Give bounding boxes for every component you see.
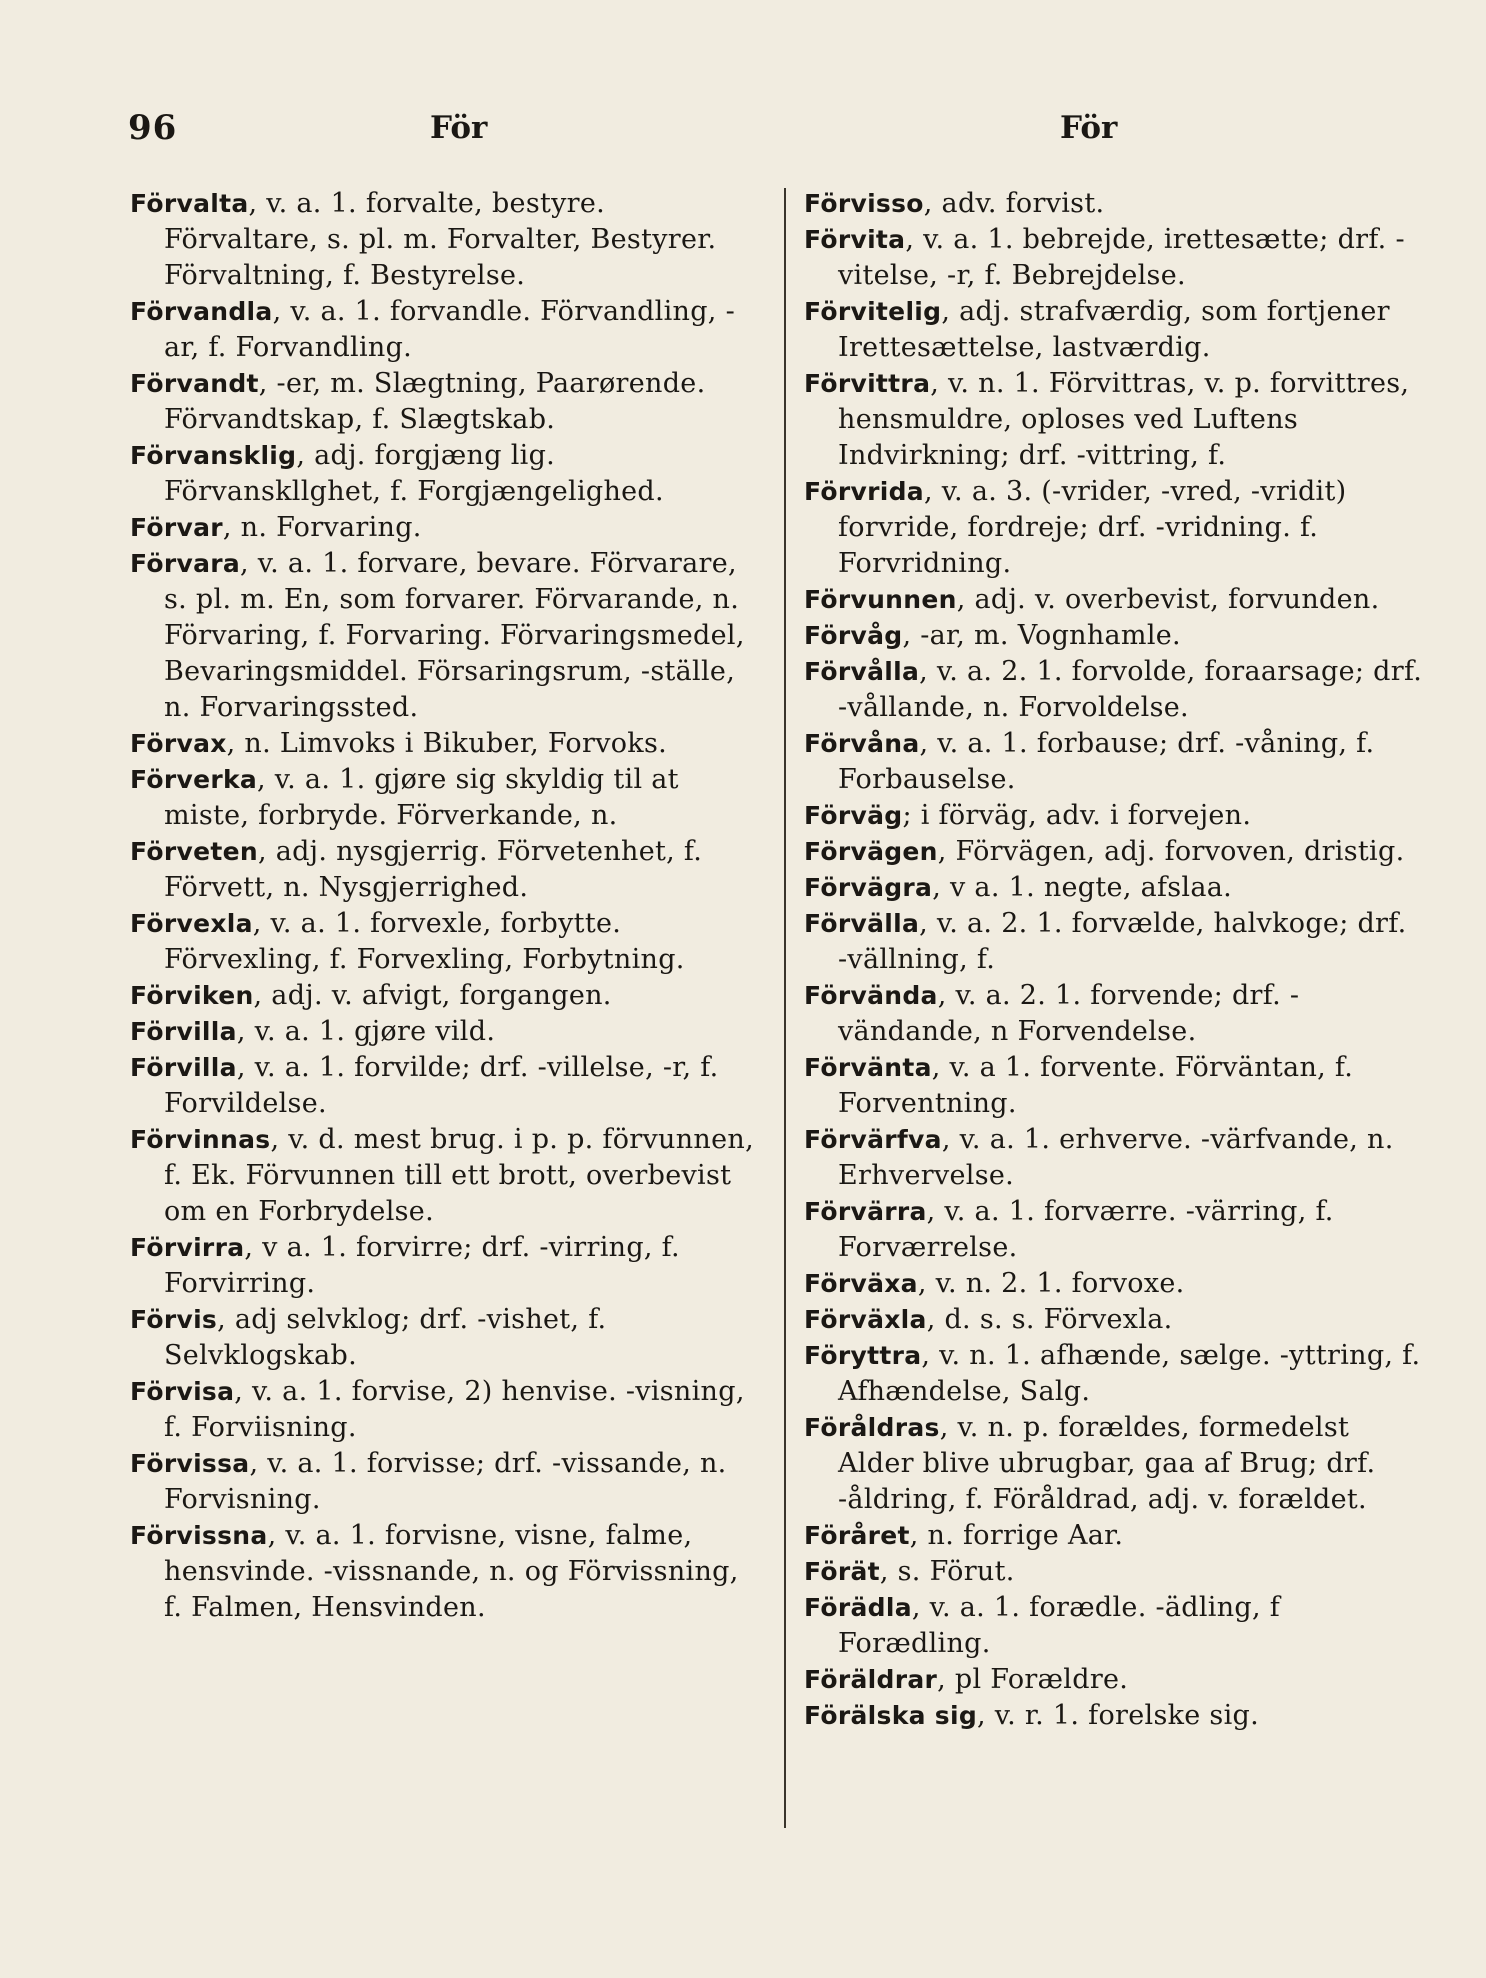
headword: Förvrida — [804, 477, 924, 506]
dictionary-entry — [804, 474, 1424, 582]
definition: , v. a. 1. forvisne, visne, falme, hensvinde. -vissnande, n. og Förvissning, f. Falmen, Hensvinden. — [164, 1520, 739, 1623]
dictionary-entry — [804, 294, 1424, 366]
definition: , v. a. 1. forvise, 2) henvise. -visning, f. Forviisning. — [164, 1376, 745, 1443]
headword: Förväxa — [804, 1269, 918, 1298]
dictionary-entry — [804, 906, 1424, 978]
dictionary-entry — [130, 834, 760, 906]
dictionary-entry — [804, 1662, 1424, 1698]
definition: , v. a. 1. bebrejde, irettesætte; drf. -vitelse, -r, f. Bebrejdelse. — [838, 224, 1405, 291]
definition: , v. a. 3. (-vrider, -vred, -vridit) forvride, fordreje; drf. -vridning. f. Forvridning. — [838, 476, 1347, 579]
definition: , v. n. 1. Förvittras, v. p. forvittres, hensmuldre, oploses ved Luftens Indvirkning; drf. -vittring, f. — [838, 368, 1410, 471]
headword: Förvälla — [804, 909, 920, 938]
headword: Förvax — [130, 729, 227, 758]
headword: Förvärfva — [804, 1125, 942, 1154]
headword: Förvunnen — [804, 585, 957, 614]
dictionary-entry — [804, 1338, 1424, 1410]
headword: Förvänta — [804, 1053, 932, 1082]
running-head-left: För — [430, 110, 488, 146]
headword: Förvisa — [130, 1377, 235, 1406]
dictionary-entry — [130, 1050, 760, 1122]
headword: Förvilla — [130, 1053, 237, 1082]
dictionary-entry — [804, 1410, 1424, 1518]
definition: , v. d. mest brug. i p. p. förvunnen, f. Ek. Förvunnen till ett brott, overbevist om en Forbrydelse. — [164, 1124, 754, 1227]
dictionary-entry — [804, 1194, 1424, 1266]
headword: Förädla — [804, 1593, 912, 1622]
dictionary-entry — [130, 294, 760, 366]
definition: , adj. nysgjerrig. Förvetenhet, f. Förvett, n. Nysgjerrighed. — [164, 836, 703, 903]
dictionary-entry — [804, 618, 1424, 654]
dictionary-entry — [130, 762, 760, 834]
headword: Förvitelig — [804, 297, 942, 326]
definition: , v. a. 1. forvilde; drf. -villelse, -r, f. Forvildelse. — [164, 1052, 719, 1119]
dictionary-entry — [130, 906, 760, 978]
column-divider — [784, 188, 786, 1828]
dictionary-entry — [804, 1590, 1424, 1662]
headword: Förvandla — [130, 297, 273, 326]
running-head-right: För — [1060, 110, 1118, 146]
dictionary-entry — [130, 546, 760, 726]
headword: Föråldras — [804, 1413, 940, 1442]
dictionary-entry — [130, 1518, 760, 1626]
definition: , v. a. 1. gjøre vild. — [236, 1016, 496, 1047]
headword: Förvandt — [130, 369, 259, 398]
definition: , v. a. 1. erhverve. -värfvande, n. Erhvervelse. — [838, 1124, 1394, 1191]
headword: Förvärra — [804, 1197, 927, 1226]
dictionary-entry — [130, 1374, 760, 1446]
headword: Förväg — [804, 801, 903, 830]
headword: Förvägra — [804, 873, 933, 902]
definition: , v. a. 2. 1. forvælde, halvkoge; drf. -vällning, f. — [838, 908, 1407, 975]
dictionary-entry — [804, 654, 1424, 726]
dictionary-entry — [804, 1266, 1424, 1302]
definition: , v. a. 1. forværre. -värring, f. Forværrelse. — [838, 1196, 1334, 1263]
headword: Förvittra — [804, 369, 931, 398]
definition: , v. n. 1. afhænde, sælge. -yttring, f. Afhændelse, Salg. — [838, 1340, 1421, 1407]
definition: , pl Forældre. — [937, 1664, 1129, 1695]
headword: Förvända — [804, 981, 938, 1010]
headword: Förvissna — [130, 1521, 268, 1550]
definition: , v a. 1. negte, afslaa. — [932, 872, 1233, 903]
definition: , adj selvklog; drf. -vishet, f. Selvklogskab. — [164, 1304, 607, 1371]
definition: , adj. v. afvigt, forgangen. — [253, 980, 612, 1011]
headword: Förväxla — [804, 1305, 927, 1334]
dictionary-entry — [804, 1518, 1424, 1554]
definition: , v. a. 1. forbause; drf. -våning, f. Forbauselse. — [838, 728, 1375, 795]
headword: Förvis — [130, 1305, 218, 1334]
definition: , v. a. 1. gjøre sig skyldig til at miste, forbryde. Förverkande, n. — [164, 764, 679, 831]
definition: , v. n. p. forældes, formedelst Alder blive ubrugbar, gaa af Brug; drf. -åldring, f. Föråldrad, adj. v. forældet. — [838, 1412, 1376, 1515]
dictionary-entry — [130, 1122, 760, 1230]
definition: , v. a. 2. 1. forvende; drf. -vändande, n Forvendelse. — [838, 980, 1300, 1047]
headword: Förviken — [130, 981, 254, 1010]
definition: , n. Limvoks i Bikuber, Forvoks. — [226, 728, 668, 759]
dictionary-entry — [804, 222, 1424, 294]
definition: , -ar, m. Vognhamle. — [902, 620, 1181, 651]
dictionary-entry — [804, 798, 1424, 834]
headword: Förvisso — [804, 189, 924, 218]
definition: , v. a 1. forvente. Förväntan, f. Forventning. — [838, 1052, 1354, 1119]
definition: ; i förväg, adv. i forvejen. — [902, 800, 1252, 831]
headword: Förvalta — [130, 189, 249, 218]
dictionary-entry — [130, 1446, 760, 1518]
definition: , adj. forgjæng lig. Förvanskllghet, f. Forgjængelighed. — [164, 440, 664, 507]
definition: , s. Förut. — [879, 1556, 1015, 1587]
headword: Förvåna — [804, 729, 920, 758]
dictionary-entry — [804, 834, 1424, 870]
definition: , v. a. 1. forvisse; drf. -vissande, n. Forvisning. — [164, 1448, 727, 1515]
definition: , v. a. 1. forvare, bevare. Förvarare, s. pl. m. En, som forvarer. Förvarande, n. Förvaring, f. Forvaring. Förvaringsmedel, Bevaringsmiddel. Försaringsrum, -ställe, n. Forvaringssted. — [164, 548, 745, 723]
dictionary-entry — [804, 1554, 1424, 1590]
dictionary-entry — [804, 1302, 1424, 1338]
definition: , v. n. 2. 1. forvoxe. — [917, 1268, 1185, 1299]
definition: , n. Forvaring. — [222, 512, 422, 543]
definition: , v. a. 1. forædle. -ädling, f Forædling. — [838, 1592, 1281, 1659]
definition: , v. a. 1. forvexle, forbytte. Förvexling, f. Forvexling, Forbytning. — [164, 908, 685, 975]
headword: Förälska sig — [804, 1701, 978, 1730]
headword: Förvansklig — [130, 441, 297, 470]
definition: , v. a. 2. 1. forvolde, foraarsage; drf. -vållande, n. Forvoldelse. — [838, 656, 1423, 723]
headword: Förvexla — [130, 909, 253, 938]
headword: Förvinnas — [130, 1125, 271, 1154]
headword: Förvita — [804, 225, 906, 254]
headword: Förverka — [130, 765, 258, 794]
definition: , adj. strafværdig, som fortjener Irettesættelse, lastværdig. — [838, 296, 1390, 363]
dictionary-entry — [130, 978, 760, 1014]
dictionary-entry — [804, 186, 1424, 222]
headword: Föryttra — [804, 1341, 922, 1370]
definition: , -er, m. Slægtning, Paarørende. Förvandtskap, f. Slægtskab. — [164, 368, 706, 435]
page-number: 96 — [128, 108, 178, 148]
headword: Förvägen — [804, 837, 938, 866]
definition: , Förvägen, adj. forvoven, dristig. — [937, 836, 1405, 867]
dictionary-entry — [130, 1230, 760, 1302]
definition: , v. r. 1. forelske sig. — [977, 1700, 1259, 1731]
dictionary-entry — [804, 366, 1424, 474]
dictionary-entry — [804, 1122, 1424, 1194]
headword: Förvara — [130, 549, 241, 578]
headword: Föråret — [804, 1521, 910, 1550]
headword: Förvirra — [130, 1233, 245, 1262]
dictionary-entry — [130, 1302, 760, 1374]
dictionary-entry — [804, 1698, 1424, 1734]
dictionary-entry — [130, 726, 760, 762]
headword: Förvar — [130, 513, 223, 542]
headword: Förvissa — [130, 1449, 250, 1478]
dictionary-entry — [130, 1014, 760, 1050]
definition: , v. a. 1. forvandle. Förvandling, -ar, f. Forvandling. — [164, 296, 735, 363]
headword: Förvåg — [804, 621, 903, 650]
headword: Förveten — [130, 837, 258, 866]
definition: , d. s. s. Förvexla. — [926, 1304, 1173, 1335]
right-column — [804, 186, 1424, 1734]
dictionary-entry — [804, 582, 1424, 618]
dictionary-entry — [130, 186, 760, 294]
dictionary-entry — [130, 438, 760, 510]
definition: , adv. forvist. — [923, 188, 1105, 219]
definition: , n. forrige Aar. — [909, 1520, 1124, 1551]
headword: Förät — [804, 1557, 880, 1586]
dictionary-entry — [804, 978, 1424, 1050]
dictionary-entry — [130, 510, 760, 546]
dictionary-entry — [804, 726, 1424, 798]
left-column — [130, 186, 760, 1626]
headword: Föräldrar — [804, 1665, 938, 1694]
headword: Förvilla — [130, 1017, 237, 1046]
dictionary-entry — [804, 870, 1424, 906]
definition: , adj. v. overbevist, forvunden. — [956, 584, 1380, 615]
definition: , v a. 1. forvirre; drf. -virring, f. Forvirring. — [164, 1232, 680, 1299]
dictionary-entry — [804, 1050, 1424, 1122]
headword: Förvålla — [804, 657, 920, 686]
definition: , v. a. 1. forvalte, bestyre. Förvaltare, s. pl. m. Forvalter, Bestyrer. Förvaltning, f. Bestyrelse. — [164, 188, 717, 291]
dictionary-entry — [130, 366, 760, 438]
